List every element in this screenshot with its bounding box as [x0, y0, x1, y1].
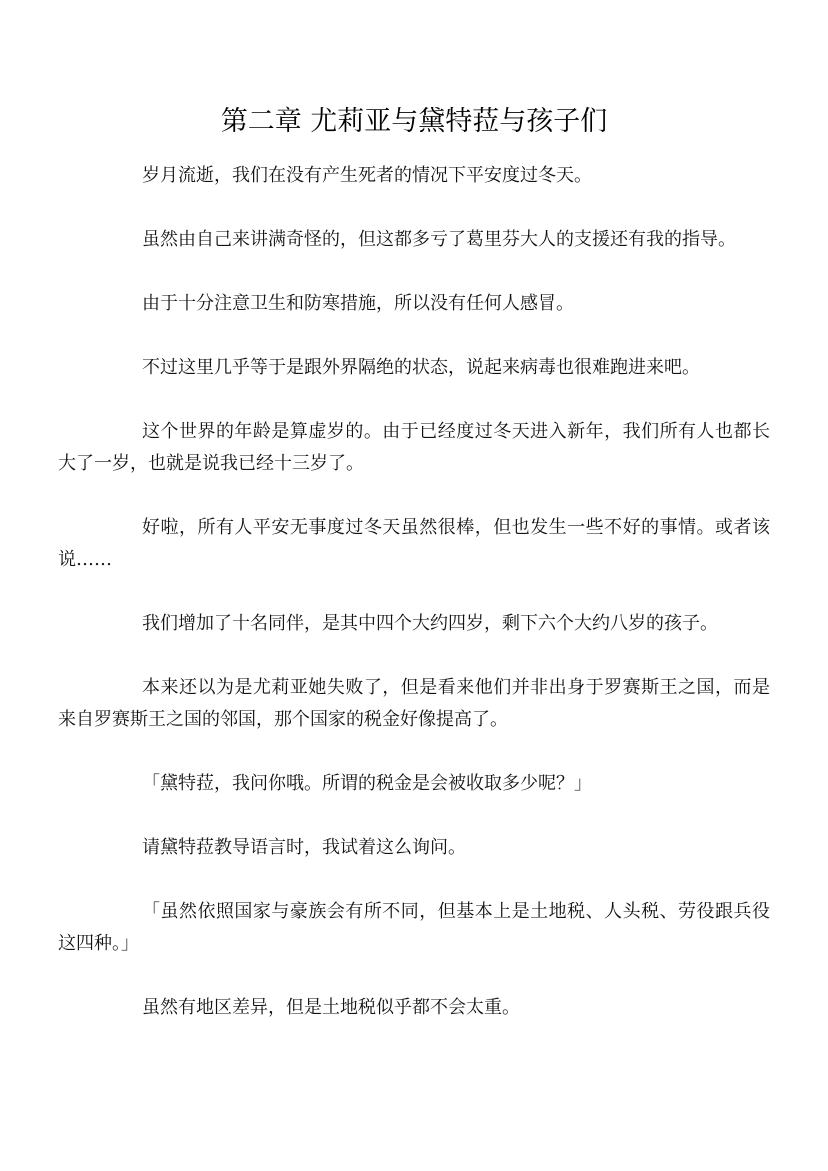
paragraph: 这个世界的年龄是算虚岁的。由于已经度过冬天进入新年，我们所有人也都长大了一岁，也就是说我已经十三岁了。: [58, 421, 770, 474]
chapter-title: 第二章 尤莉亚与黛特菈与孩子们: [220, 106, 608, 137]
chapter-body: [58, 160, 770, 1056]
paragraph: 「虽然依照国家与豪族会有所不同，但基本上是土地税、人头税、劳役跟兵役这四种。」: [58, 901, 770, 954]
paragraph: 不过这里几乎等于是跟外界隔绝的状态，说起来病毒也很难跑进来吧。: [142, 357, 700, 378]
paragraph: 本来还以为是尤莉亚她失败了，但是看来他们并非出身于罗赛斯王之国，而是来自罗赛斯王之国的邻国，那个国家的税金好像提高了。: [58, 677, 770, 730]
paragraph: 岁月流逝，我们在没有产生死者的情况下平安度过冬天。: [142, 165, 592, 186]
paragraph: 我们增加了十名同伴，是其中四个大约四岁，剩下六个大约八岁的孩子。: [142, 613, 718, 634]
paragraph: 请黛特菈教导语言时，我试着这么询问。: [142, 837, 466, 858]
paragraph: 虽然由自己来讲满奇怪的，但这都多亏了葛里芬大人的支援还有我的指导。: [142, 229, 736, 250]
paragraph: 「黛特菈，我问你哦。所谓的税金是会被收取多少呢？」: [142, 773, 592, 794]
paragraph: 由于十分注意卫生和防寒措施，所以没有任何人感冒。: [142, 293, 574, 314]
paragraph: 好啦，所有人平安无事度过冬天虽然很棒，但也发生一些不好的事情。或者该说……: [58, 517, 770, 570]
paragraph: 虽然有地区差异，但是土地税似乎都不会太重。: [142, 997, 520, 1018]
